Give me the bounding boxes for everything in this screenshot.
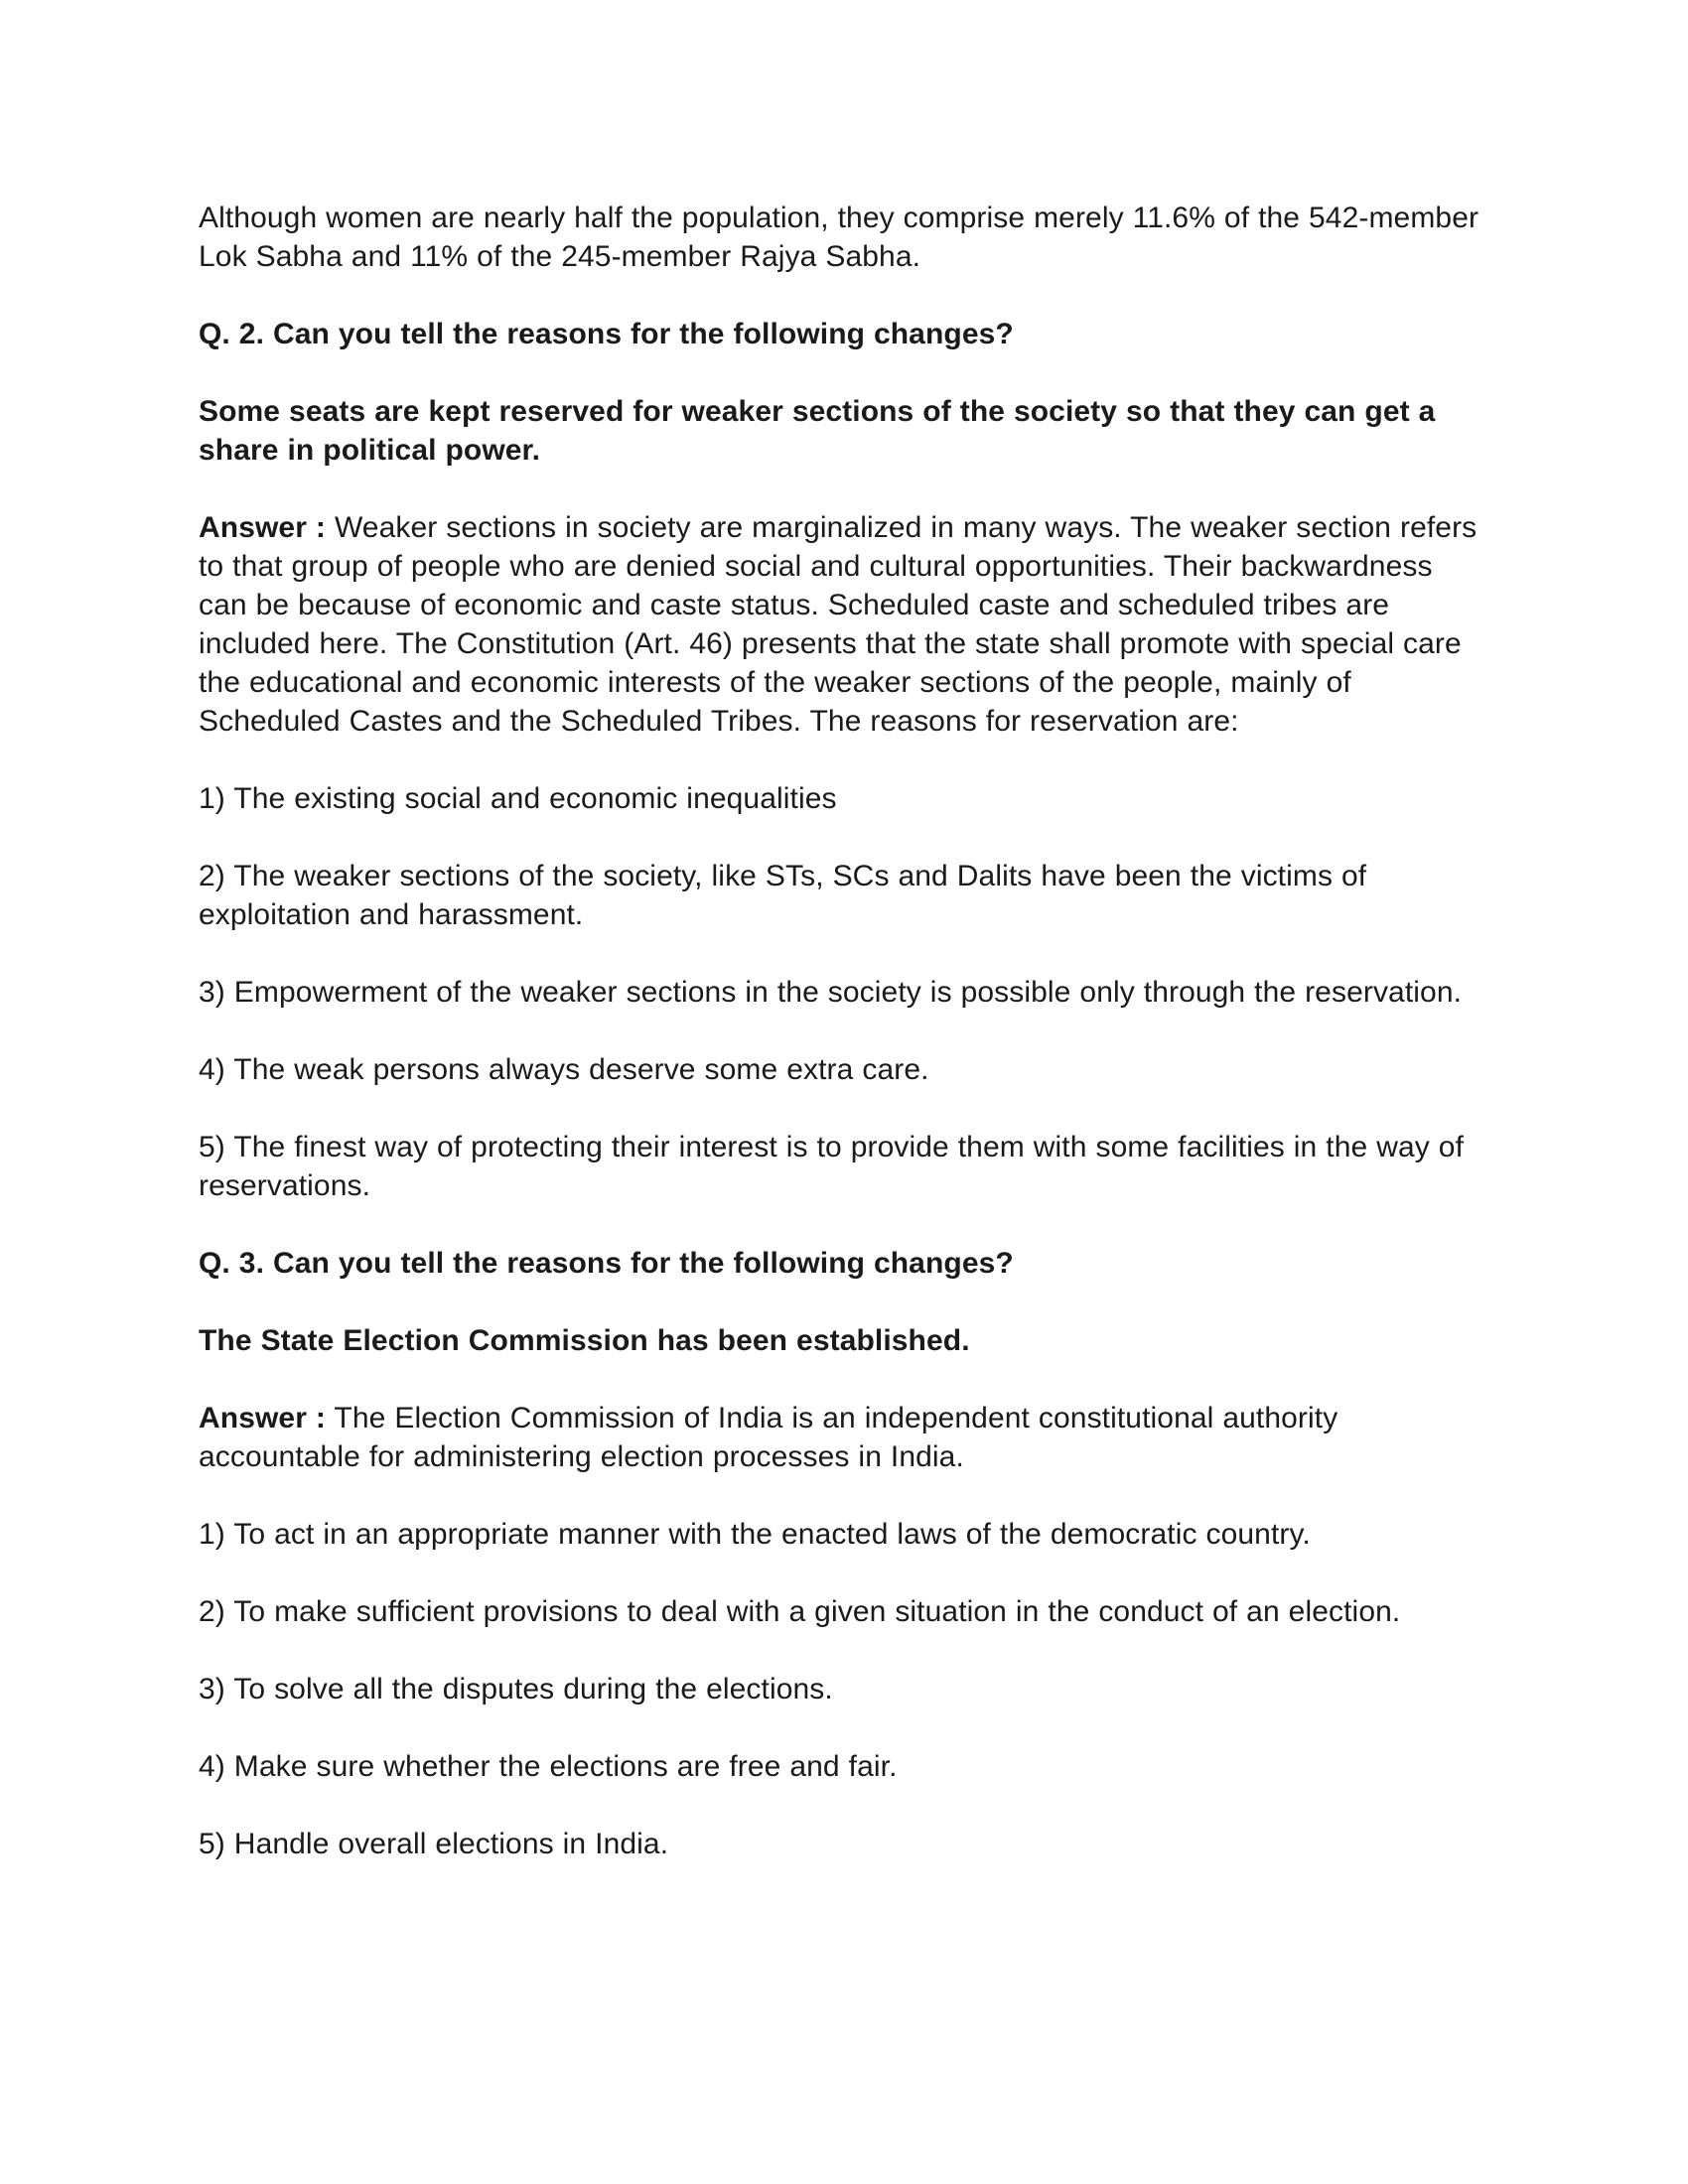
question-2-heading: Q. 2. Can you tell the reasons for the following changes? <box>199 318 1014 350</box>
reason-3-item-3: 3) To solve all the disputes during the elections. <box>199 1673 833 1706</box>
reason-3-item-2: 2) To make sufficient provisions to deal with a given situation in the conduct of an election. <box>199 1595 1401 1628</box>
reason-3-item-4: 4) Make sure whether the elections are free and fair. <box>199 1750 898 1783</box>
answer-3-text: The Election Commission of India is an independent constitutional authority accountable for administering election processes in India. <box>199 1402 1338 1473</box>
question-3-statement: The State Election Commission has been established. <box>199 1324 970 1357</box>
reason-2-item-1: 1) The existing social and economic inequalities <box>199 782 837 815</box>
question-2-statement: Some seats are kept reserved for weaker sections of the society so that they can get a share in political power. <box>199 395 1436 467</box>
answer-2-text: Weaker sections in society are marginalized in many ways. The weaker section refers to that group of people who are denied social and cultural opportunities. Their backwardness can be because of economic and caste status. Scheduled caste and scheduled tribes are included here. The Constitution (Art. 46) presents that the state shall promote with special care the educational and economic interests of the weaker sections of the people, mainly of Scheduled Castes and the Scheduled Tribes. The reasons for reservation are: <box>199 511 1477 738</box>
reason-2-item-4: 4) The weak persons always deserve some extra care. <box>199 1053 929 1086</box>
reason-3-item-1: 1) To act in an appropriate manner with the enacted laws of the democratic country. <box>199 1518 1311 1551</box>
reason-3-item-5: 5) Handle overall elections in India. <box>199 1828 669 1860</box>
answer-2-label: Answer : <box>199 511 326 544</box>
answer-3-paragraph <box>199 1399 1489 1476</box>
reason-2-item-3: 3) Empowerment of the weaker sections in the society is possible only through the reservation. <box>199 976 1463 1009</box>
answer-2-paragraph <box>199 508 1489 741</box>
question-3-heading: Q. 3. Can you tell the reasons for the following changes? <box>199 1247 1014 1280</box>
reason-2-item-2: 2) The weaker sections of the society, like STs, SCs and Dalits have been the victims of exploitation and harassment. <box>199 860 1367 931</box>
answer-3-label: Answer : <box>199 1402 326 1434</box>
intro-paragraph: Although women are nearly half the population, they comprise merely 11.6% of the 542-member Lok Sabha and 11% of the 245-member Rajya Sabha. <box>199 202 1479 273</box>
reason-2-item-5: 5) The finest way of protecting their interest is to provide them with some facilities in the way of reservations. <box>199 1131 1465 1202</box>
